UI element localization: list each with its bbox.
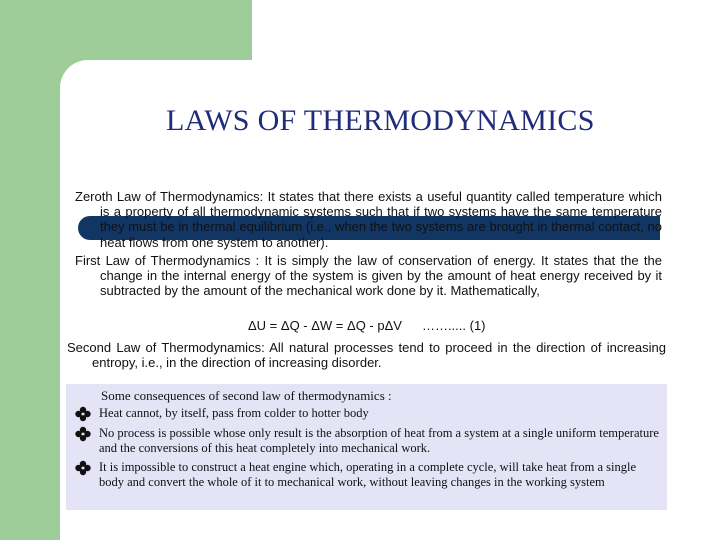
consequence-text: No process is possible whose only result is the absorption of heat from a system at a single uniform temperature and the conversions of this heat completely into mechanical work. — [99, 426, 659, 455]
first-law-paragraph — [75, 253, 662, 299]
first-law-equation — [248, 318, 486, 333]
equation-tag: ……..... (1) — [421, 318, 486, 333]
second-law-paragraph — [67, 340, 666, 370]
diamond-bullet-icon — [74, 406, 92, 422]
diamond-bullet-icon — [74, 460, 92, 476]
second-law-label: Second Law of Thermodynamics: — [67, 340, 265, 355]
equation-formula: ΔU = ΔQ - ΔW = ΔQ - pΔV — [248, 318, 402, 333]
consequence-text: It is impossible to construct a heat engine which, operating in a complete cycle, will take heat from a single body and convert the whole of it to mechanical work, without leaving changes in the working system — [99, 460, 636, 489]
first-law-text: It is simply the law of conservation of energy. It states that the the change in the internal energy of the system is given by the amount of heat energy received by it subtracted by the amount of the mechanical work done by it. Mathematically, — [100, 253, 662, 299]
consequence-text: Heat cannot, by itself, pass from colder to hotter body — [99, 406, 369, 420]
consequences-heading: Some consequences of second law of thermodynamics : — [101, 388, 392, 403]
diamond-bullet-icon — [74, 426, 92, 442]
first-law-label: First Law of Thermodynamics : — [75, 253, 260, 268]
zeroth-law-text: It states that there exists a useful quantity called temperature which is a property of all thermodynamic systems such that if two systems have the same temperature they must be in thermal equilibrium (i.e., when the two systems are brought in thermal contact, no heat flows from one system to another). — [100, 189, 662, 250]
zeroth-law-paragraph — [75, 189, 662, 250]
second-law-text: All natural processes tend to proceed in the direction of increasing entropy, i.e., in the direction of increasing disorder. — [92, 340, 666, 371]
slide-title: LAWS OF THERMODYNAMICS — [166, 104, 595, 137]
decor-green-strip — [0, 0, 60, 540]
zeroth-law-label: Zeroth Law of Thermodynamics: — [75, 189, 264, 204]
